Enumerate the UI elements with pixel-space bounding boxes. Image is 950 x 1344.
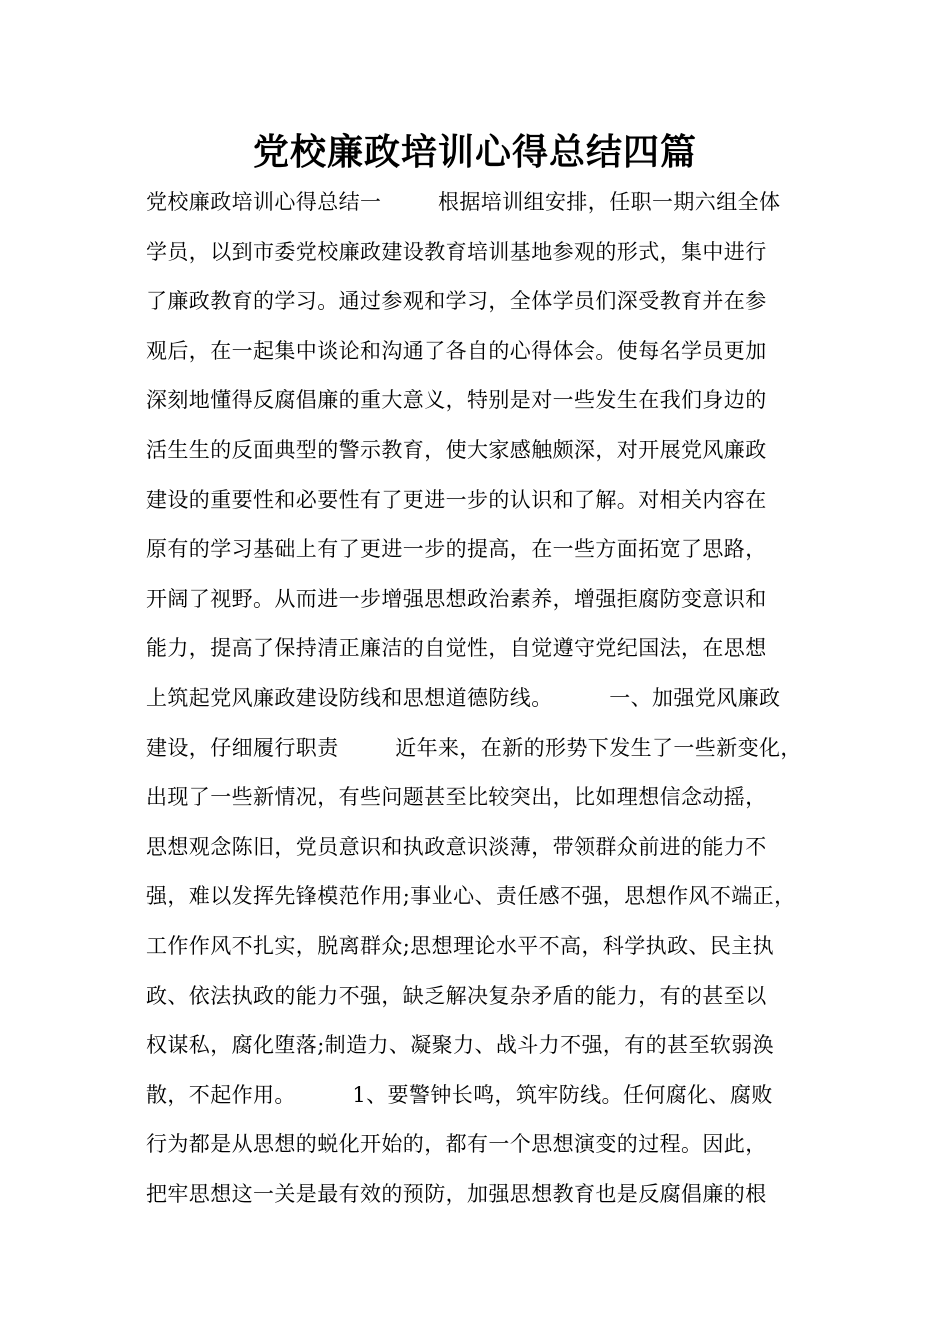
body-line: 开阔了视野。从而进一步增强思想政治素养，增强拒腐防变意识和: [146, 586, 767, 611]
body-line: 观后，在一起集中谈论和沟通了各自的心得体会。使每名学员更加: [146, 338, 767, 363]
body-line: 学员，以到市委党校廉政建设教育培训基地参观的形式，集中进行: [146, 239, 767, 264]
body-line: 强，难以发挥先锋模范作用;事业心、责任感不强，思想作风不端正，: [146, 884, 796, 909]
body-line: 建设的重要性和必要性有了更进一步的认识和了解。对相关内容在: [146, 487, 767, 512]
body-line: 权谋私，腐化堕落;制造力、凝聚力、战斗力不强，有的甚至软弱涣: [146, 1033, 775, 1058]
body-line: 出现了一些新情况，有些问题甚至比较突出，比如理想信念动摇，: [146, 785, 767, 810]
body-line: 散，不起作用。 1、要警钟长鸣，筑牢防线。任何腐化、腐败: [146, 1082, 773, 1107]
body-line: 把牢思想这一关是最有效的预防，加强思想教育也是反腐倡廉的根: [146, 1181, 767, 1206]
body-line: 原有的学习基础上有了更进一步的提高，在一些方面拓宽了思路，: [146, 537, 767, 562]
document-body: [146, 182, 826, 1223]
body-line: 政、依法执政的能力不强，缺乏解决复杂矛盾的能力，有的甚至以: [146, 983, 767, 1008]
body-line: 思想观念陈旧，党员意识和执政意识淡薄，带领群众前进的能力不: [146, 834, 767, 859]
document-title: 党校廉政培训心得总结四篇: [252, 132, 697, 173]
body-line: 了廉政教育的学习。通过参观和学习，全体学员们深受教育并在参: [146, 289, 767, 314]
body-line: 深刻地懂得反腐倡廉的重大意义，特别是对一些发生在我们身边的: [146, 388, 767, 413]
body-line: 建设，仔细履行职责 近年来，在新的形势下发生了一些新变化，: [146, 735, 802, 760]
body-line: 上筑起党风廉政建设防线和思想道德防线。 一、加强党风廉政: [146, 685, 781, 710]
body-line: 行为都是从思想的蜕化开始的，都有一个思想演变的过程。因此，: [146, 1132, 767, 1157]
body-line: 党校廉政培训心得总结一 根据培训组安排，任职一期六组全体: [146, 190, 781, 214]
body-line: 工作作风不扎实，脱离群众;思想理论水平不高，科学执政、民主执: [146, 933, 775, 958]
body-line: 活生生的反面典型的警示教育，使大家感触颇深，对开展党风廉政: [146, 437, 767, 462]
body-line: 能力，提高了保持清正廉洁的自觉性，自觉遵守党纪国法，在思想: [146, 636, 767, 661]
